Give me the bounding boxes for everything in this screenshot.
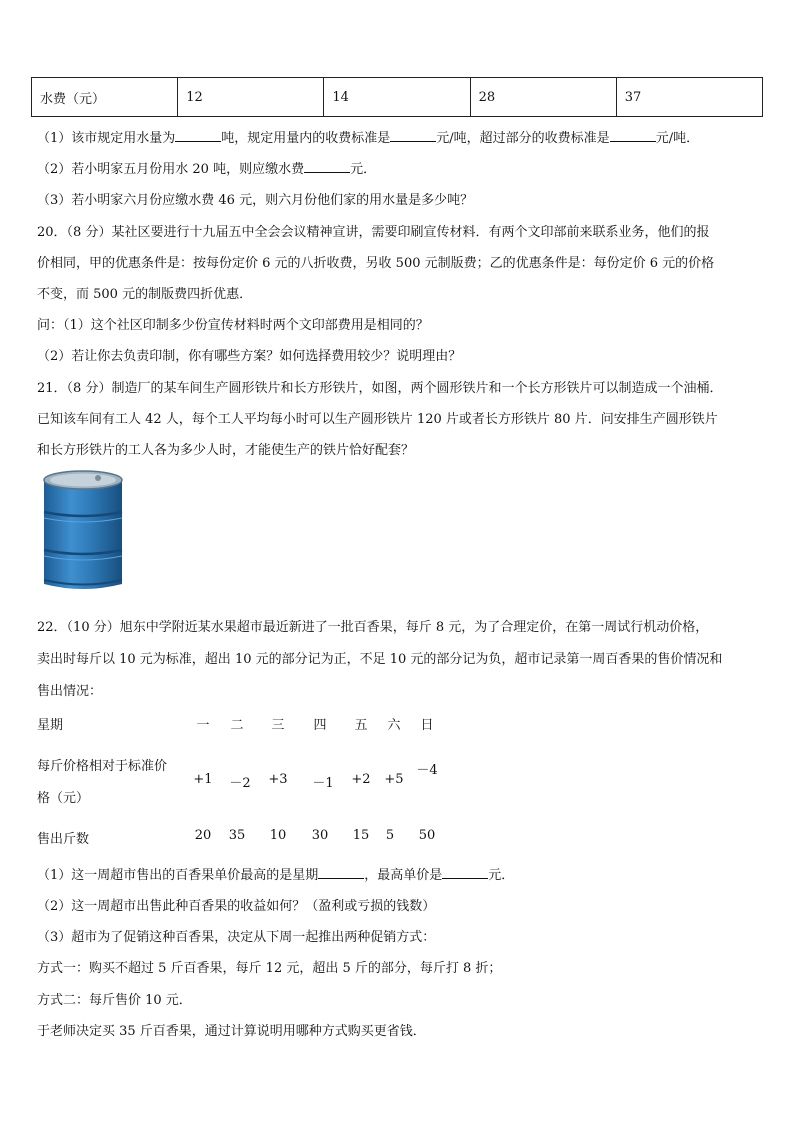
q20-line2: 价相同，甲的优惠条件是：按每份定价 6 元的八折收费，另收 500 元制版费；乙的优惠条件是：每份定价 6 元的价格 <box>37 256 715 271</box>
oil-barrel-image <box>38 468 128 593</box>
day-cell: 二 <box>230 718 244 733</box>
day-cell: 四 <box>313 718 327 733</box>
row-label-sold: 售出斤数 <box>37 832 90 847</box>
q19-part3: （3）若小明家六月份应缴水费 46 元，则六月份他们家的用水量是多少吨？ <box>37 193 474 208</box>
table-row <box>32 78 763 117</box>
q22-line3: 售出情况： <box>37 684 103 699</box>
q20-line4: 问：（1）这个社区印制多少份宣传材料时两个文印部费用是相同的？ <box>37 318 429 333</box>
q20-line5: （2）若让你去负责印制，你有哪些方案？如何选择费用较少？说明理由？ <box>37 349 462 364</box>
q21-line1: 21．（8 分）制造厂的某车间生产圆形铁片和长方形铁片，如图，两个圆形铁片和一个长方形铁片可以制造成一个油桶． <box>37 381 723 396</box>
fee-label-cell: 水费（元） <box>32 78 178 117</box>
q22-part1: （1）这一周超市售出的百香果单价最高的是星期 ，最高单价是 元． <box>37 868 515 883</box>
price-cell: +2 <box>351 772 371 787</box>
answer-blank <box>442 866 488 879</box>
water-fee-table <box>31 77 763 117</box>
sold-cell: 20 <box>194 828 212 843</box>
day-cell: 五 <box>354 718 368 733</box>
row-label-weekday: 星期 <box>37 718 64 733</box>
q22-method1: 方式一：购买不超过 5 斤百香果，每斤 12 元，超出 5 斤的部分，每斤打 8 折； <box>37 961 502 976</box>
q19-part2: （2）若小明家五月份用水 20 吨，则应缴水费 元． <box>37 162 377 177</box>
day-cell: 一 <box>196 718 210 733</box>
q22-method2: 方式二：每斤售价 10 元． <box>37 993 192 1008</box>
sold-cell: 10 <box>269 828 287 843</box>
price-cell: +1 <box>193 772 213 787</box>
fee-cell-4: 37 <box>616 78 762 117</box>
sold-cell: 15 <box>352 828 370 843</box>
q19-part1: （1）该市规定用水量为 吨，规定用量内的收费标准是 元/吨，超过部分的收费标准是 元/吨． <box>37 131 700 146</box>
sold-cell: 35 <box>228 828 246 843</box>
day-cell: 三 <box>271 718 285 733</box>
answer-blank <box>318 866 364 879</box>
answer-blank <box>175 129 221 142</box>
day-cell: 六 <box>387 718 401 733</box>
fee-cell-1: 12 <box>178 78 324 117</box>
q22-line2: 卖出时每斤以 10 元为标准，超出 10 元的部分记为正，不足 10 元的部分记为负，超市记录第一周百香果的售价情况和 <box>37 652 723 667</box>
q22-part2: （2）这一周超市出售此种百香果的收益如何？（盈利或亏损的钱数） <box>37 899 436 914</box>
q20-line1: 20．（8 分）某社区要进行十九届五中全会会议精神宣讲，需要印刷宣传材料．有两个文印部前来联系业务，他们的报 <box>37 225 710 240</box>
price-cell: －4 <box>416 763 438 778</box>
row-label-price-b: 格（元） <box>37 791 90 806</box>
q21-line3: 和长方形铁片的工人各为多少人时，才能使生产的铁片恰好配套？ <box>37 443 415 458</box>
day-cell: 日 <box>420 718 434 733</box>
sold-cell: 50 <box>418 828 436 843</box>
q21-line2: 已知该车间有工人 42 人，每个工人平均每小时可以生产圆形铁片 120 片或者长方形铁片 80 片．问安排生产圆形铁片 <box>37 412 718 427</box>
sold-cell: 30 <box>311 828 329 843</box>
q22-line1: 22．（10 分）旭东中学附近某水果超市最近新进了一批百香果，每斤 8 元，为了合理定价，在第一周试行机动价格， <box>37 620 709 635</box>
q22-part3: （3）超市为了促销这种百香果，决定从下周一起推出两种促销方式： <box>37 930 436 945</box>
q20-line3: 不变，而 500 元的制版费四折优惠． <box>37 287 253 302</box>
sold-cell: 5 <box>385 828 395 843</box>
fee-cell-3: 28 <box>470 78 616 117</box>
row-label-price-a: 每斤价格相对于标准价 <box>37 759 168 774</box>
price-cell: －2 <box>229 776 251 791</box>
fee-cell-2: 14 <box>324 78 470 117</box>
q22-final: 于老师决定买 35 斤百香果，通过计算说明用哪种方式购买更省钱． <box>37 1024 426 1039</box>
price-cell: +3 <box>268 772 288 787</box>
answer-blank <box>390 129 436 142</box>
price-cell: －1 <box>312 776 334 791</box>
answer-blank <box>610 129 656 142</box>
price-cell: +5 <box>384 772 404 787</box>
answer-blank <box>304 160 350 173</box>
